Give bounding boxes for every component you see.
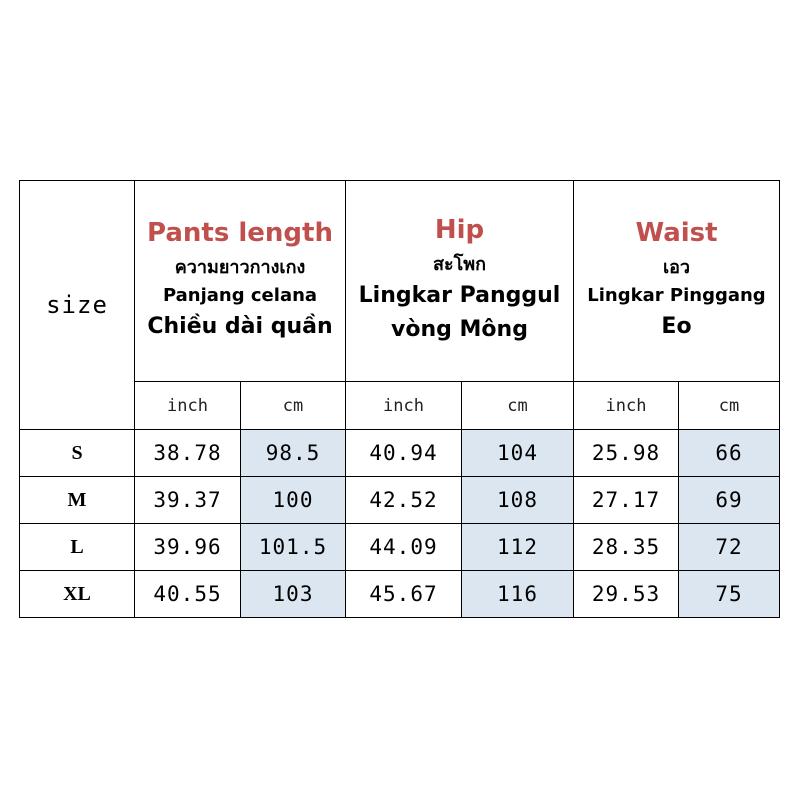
size-label-cell: L: [20, 524, 135, 571]
size-label-cell: S: [20, 430, 135, 477]
table-cell: 101.5: [241, 524, 346, 571]
table-cell: 38.78: [135, 430, 241, 477]
table-cell: 40.55: [135, 571, 241, 617]
hip-vietnamese: vòng Mông: [391, 317, 528, 342]
size-label-cell: XL: [20, 571, 135, 617]
table-cell: 25.98: [574, 430, 679, 477]
table-cell: 100: [241, 477, 346, 524]
table-cell: 108: [462, 477, 574, 524]
table-cell: 98.5: [241, 430, 346, 477]
size-label-cell: M: [20, 477, 135, 524]
pants-length-indonesian: Panjang celana: [162, 285, 318, 306]
hip-header: [346, 181, 574, 382]
table-cell: 103: [241, 571, 346, 617]
table-cell: 27.17: [574, 477, 679, 524]
table-cell: 116: [462, 571, 574, 617]
pants-length-title: Pants length: [147, 218, 333, 248]
waist-vietnamese: Eo: [661, 314, 692, 339]
table-cell: 75: [679, 571, 779, 617]
unit-header: cm: [462, 382, 574, 430]
unit-header: cm: [241, 382, 346, 430]
hip-indonesian: Lingkar Panggul: [358, 283, 561, 308]
table-cell: 40.94: [346, 430, 462, 477]
pants-length-header: [135, 181, 346, 382]
table-cell: 66: [679, 430, 779, 477]
table-cell: 39.37: [135, 477, 241, 524]
size-header: size: [20, 181, 135, 430]
unit-header: inch: [135, 382, 241, 430]
table-cell: 28.35: [574, 524, 679, 571]
table-cell: 44.09: [346, 524, 462, 571]
size-chart-table: [19, 180, 780, 618]
waist-header: [574, 181, 779, 382]
table-cell: 42.52: [346, 477, 462, 524]
waist-thai: เอว: [662, 257, 691, 278]
table-cell: 69: [679, 477, 779, 524]
hip-thai: สะโพก: [432, 254, 487, 275]
table-cell: 112: [462, 524, 574, 571]
table-cell: 39.96: [135, 524, 241, 571]
table-cell: 72: [679, 524, 779, 571]
table-cell: 45.67: [346, 571, 462, 617]
unit-header: inch: [346, 382, 462, 430]
pants-length-thai: ความยาวกางเกง: [174, 257, 306, 278]
waist-title: Waist: [635, 218, 718, 248]
unit-header: inch: [574, 382, 679, 430]
unit-header: cm: [679, 382, 779, 430]
pants-length-vietnamese: Chiều dài quần: [147, 314, 333, 339]
table-cell: 29.53: [574, 571, 679, 617]
table-cell: 104: [462, 430, 574, 477]
waist-indonesian: Lingkar Pinggang: [587, 285, 766, 306]
hip-title: Hip: [434, 215, 485, 245]
